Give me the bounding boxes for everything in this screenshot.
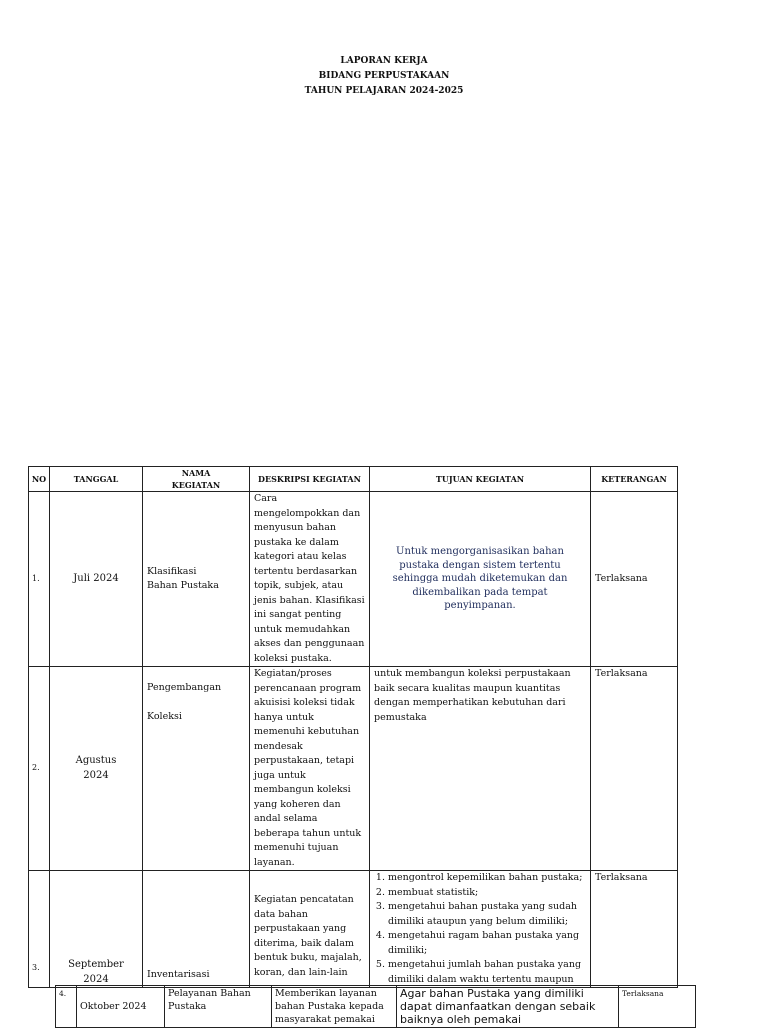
row-status: Terlaksana <box>591 667 678 871</box>
table-row <box>29 667 678 871</box>
row-number: 4. <box>56 986 77 1028</box>
row-description: Memberikan layanan bahan Pustaka kepada masyarakat pemakai <box>272 986 397 1028</box>
row-date <box>77 986 165 1028</box>
document-title <box>0 54 768 99</box>
row-goal <box>370 871 591 988</box>
title-line-3: TAHUN PELAJARAN 2024-2025 <box>304 86 464 96</box>
report-table <box>28 466 678 988</box>
date-line-2: 2024 <box>83 769 109 781</box>
row-activity-name: Pelayanan Bahan Pustaka <box>165 986 272 1028</box>
date-line-2: 2024 <box>83 973 109 985</box>
title-line-2: BIDANG PERPUSTAKAAN <box>318 71 450 81</box>
list-item: 4. mengetahui ragam bahan pustaka yang dimiliki; <box>388 929 586 958</box>
header-keterangan: KETERANGAN <box>591 467 678 492</box>
row-goal: untuk membangun koleksi perpustakaan baik secara kualitas maupun kuantitas dengan memperhatikan kebutuhan dari pemustaka <box>370 667 591 871</box>
header-deskripsi: DESKRIPSI KEGIATAN <box>250 467 370 492</box>
activity-name-line-2: Bahan Pustaka <box>147 580 219 591</box>
row-status: Terlaksana <box>591 492 678 667</box>
row-number: 1. <box>29 492 50 667</box>
row-number: 2. <box>29 667 50 871</box>
header-nama-line-1: NAMA <box>181 468 211 478</box>
row-activity-name <box>143 492 250 667</box>
row-status: Terlaksana <box>619 986 696 1028</box>
row-description: Kegiatan/proses perencanaan program akuisisi koleksi tidak hanya untuk memenuhi kebutuhan mendesak perpustakaan, tetapi juga untuk membangun koleksi yang koheren dan andal selama beberapa tahun untuk memenuhi tujuan layanan. <box>250 667 370 871</box>
row-date <box>50 871 143 988</box>
list-item: 3. mengetahui bahan pustaka yang sudah dimiliki ataupun yang belum dimiliki; <box>388 900 586 929</box>
row-status: Terlaksana <box>591 871 678 988</box>
activity-name-line-2: Koleksi <box>147 710 182 722</box>
row-goal: Agar bahan Pustaka yang dimiliki dapat dimanfaatkan dengan sebaik baiknya oleh pemakai <box>397 986 619 1028</box>
row-description <box>250 871 370 988</box>
table-row <box>56 986 696 1028</box>
activity-name-line-1: Klasifikasi <box>147 565 197 577</box>
list-item: 2. membuat statistik; <box>388 886 586 901</box>
report-table-page-1 <box>28 466 678 985</box>
goal-text: Untuk mengorganisasikan bahan pustaka dengan sistem tertentu sehingga mudah diketemukan dan dikembalikan pada tempat penyimpanan. <box>392 546 568 612</box>
date-line-1: September <box>68 959 124 970</box>
row-description: Cara mengelompokkan dan menyusun bahan pustaka ke dalam kategori atau kelas tertentu berdasarkan topik, subjek, atau jenis bahan. Klasifikasi ini sangat penting untuk memudahkan akses dan penggunaan koleksi pustaka. <box>250 492 370 667</box>
table-row <box>29 492 678 667</box>
report-table-page-2 <box>55 985 697 1024</box>
header-nama-kegiatan <box>143 467 250 492</box>
header-nama-line-2: KEGIATAN <box>171 480 221 490</box>
row-date <box>50 667 143 871</box>
report-table-continued <box>55 985 696 1028</box>
title-line-1: LAPORAN KERJA <box>340 56 428 66</box>
date-text: Oktober 2024 <box>80 1001 147 1012</box>
list-item: 5. mengetahui jumlah bahan pustaka yang dimiliki dalam waktu tertentu maupun <box>388 958 586 987</box>
header-tujuan: TUJUAN KEGIATAN <box>370 467 591 492</box>
row-number: 3. <box>29 871 50 988</box>
activity-name-line-1: Pengembangan <box>147 682 222 693</box>
date-line-1: Agustus <box>75 755 117 766</box>
row-date: Juli 2024 <box>50 492 143 667</box>
description-text: Kegiatan pencatatan data bahan perpustakaan yang diterima, baik dalam bentuk buku, majalah, koran, dan lain-lain <box>254 894 362 978</box>
goal-list <box>374 871 586 987</box>
table-row <box>29 871 678 988</box>
header-no: NO <box>29 467 50 492</box>
row-activity-name: Inventarisasi <box>143 871 250 988</box>
table-header-row <box>29 467 678 492</box>
row-goal <box>370 492 591 667</box>
header-tanggal: TANGGAL <box>50 467 143 492</box>
row-activity-name <box>143 667 250 871</box>
list-item: 1. mengontrol kepemilikan bahan pustaka; <box>388 871 586 886</box>
